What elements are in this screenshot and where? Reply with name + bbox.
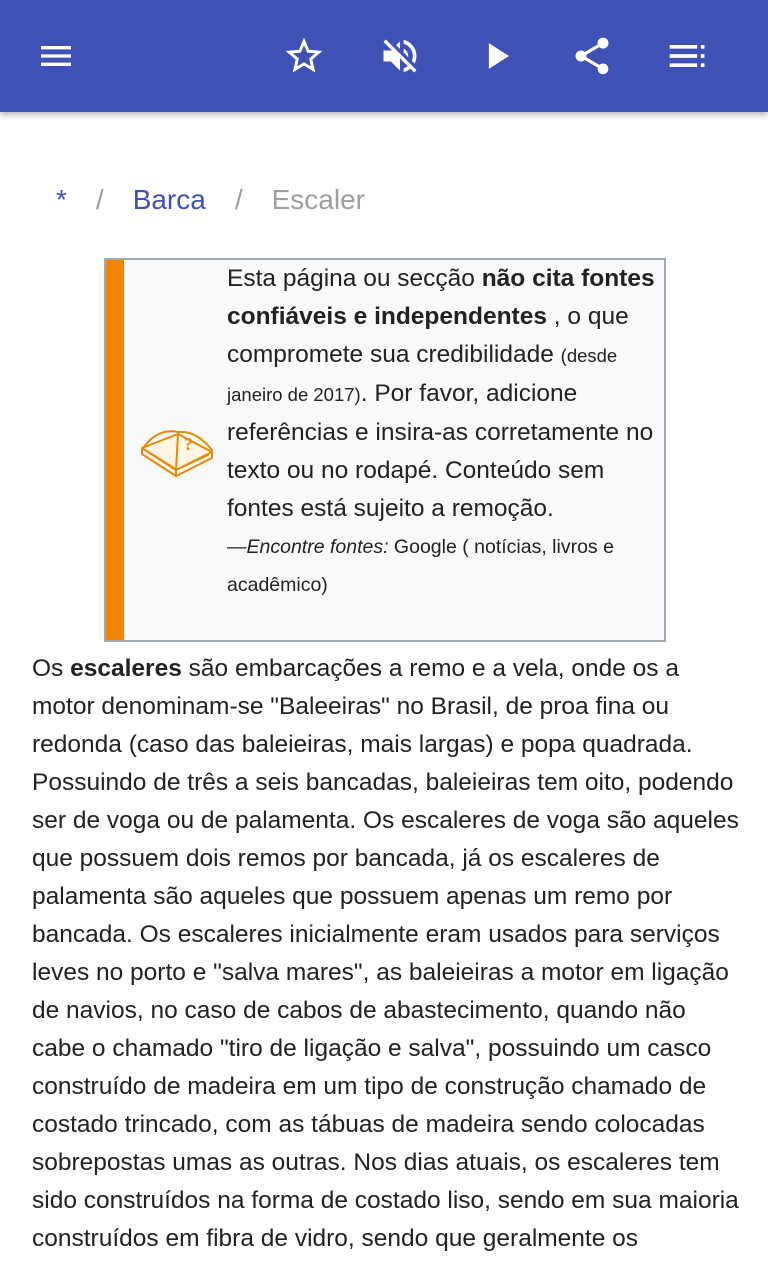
breadcrumb-separator: /	[95, 184, 104, 215]
find-sources-label: Encontre fontes:	[246, 536, 389, 558]
favorite-button[interactable]	[276, 28, 332, 84]
breadcrumb-parent-link[interactable]: Barca	[132, 184, 206, 215]
breadcrumb-separator: /	[234, 184, 243, 215]
app-bar	[0, 0, 768, 112]
article-text: são embarcações a remo e a vela, onde os a motor denominam-se "Baleeiras" no Brasil, de proa fina ou redonda (caso das baleieiras, mais largas) e popa quadrada. Possuindo de três a seis bancadas, baleieiras tem oito, podendo ser de voga ou de palamenta. Os escaleres de voga são aqueles que possuem dois remos por bancada, já os escaleres de palamenta são aqueles que possuem apenas um remo por bancada. Os escaleres inicialmente eram usados para serviços leves no porto e "salva mares", as baleieiras a motor em ligação de navios, no caso de cabos de abastecimento, quando não cabe o chamado "tiro de ligação e salva", possuindo um casco construído de madeira em um tipo de construção chamado de costado trincado, com as tábuas de madeira sendo colocadas sobrepostas umas as outras. Nos dias atuais, os escaleres tem sido construídos na forma de costado liso, sendo em sua maioria construídos em fibra de vidro, sendo que geralmente os	[32, 655, 739, 1252]
notice-text	[227, 260, 657, 604]
breadcrumb	[56, 180, 365, 220]
list-icon	[666, 34, 710, 78]
star-icon	[282, 34, 326, 78]
notice-accent-bar	[106, 260, 124, 640]
question-book-icon	[138, 418, 216, 485]
menu-icon	[36, 36, 76, 76]
notice-text-part: Esta página ou secção	[227, 265, 482, 292]
article-term: escaleres	[70, 655, 182, 682]
article-paragraph	[32, 650, 740, 1258]
contents-button[interactable]	[660, 28, 716, 84]
share-button[interactable]	[564, 28, 620, 84]
share-icon	[570, 34, 614, 78]
find-sources-links[interactable]: Google ( notícias, livros e acadêmico)	[227, 536, 614, 596]
svg-text:?: ?	[184, 434, 193, 454]
play-button[interactable]	[470, 28, 526, 84]
volume-off-icon	[378, 34, 422, 78]
notice-date: (desde janeiro de 2017)	[227, 345, 618, 405]
play-icon	[476, 34, 520, 78]
article-text: Os	[32, 655, 71, 682]
find-sources-dash: —	[227, 536, 247, 558]
find-sources-line	[227, 528, 657, 604]
breadcrumb-root-link[interactable]: *	[56, 184, 67, 215]
breadcrumb-current: Escaler	[271, 184, 365, 215]
citation-notice-box	[104, 258, 666, 642]
notice-bold-text: não cita fontes confiáveis e independentes	[227, 265, 655, 330]
mute-button[interactable]	[372, 28, 428, 84]
menu-button[interactable]	[28, 28, 84, 84]
notice-text-part: . Por favor, adicione referências e insira-as corretamente no texto ou no rodapé. Conteúdo sem fontes está sujeito a remoção.	[227, 380, 654, 522]
notice-text-part: , o que compromete sua credibilidade	[227, 303, 629, 368]
